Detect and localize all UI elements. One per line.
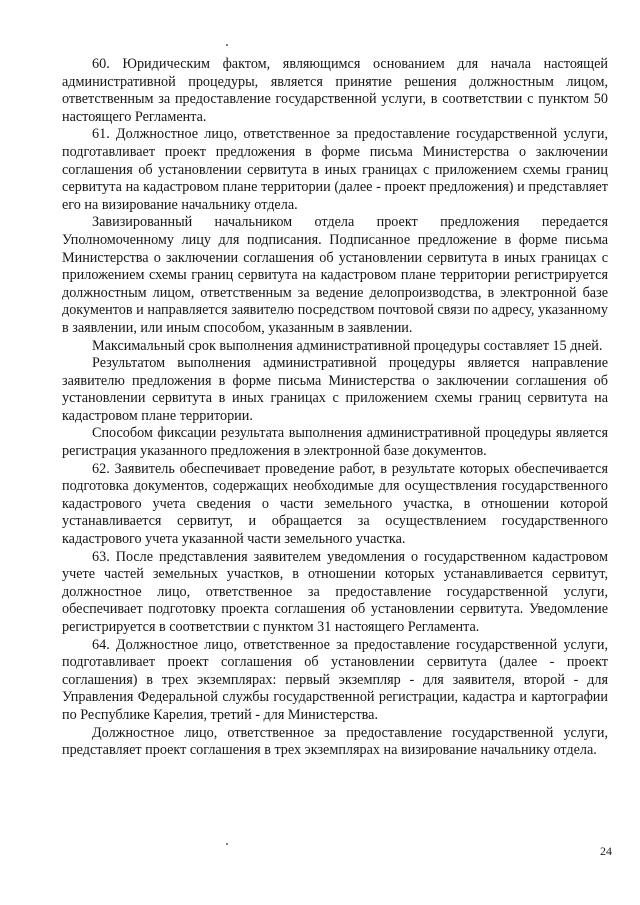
page-number: 24 <box>600 844 612 858</box>
paragraph-60: 60. Юридическим фактом, являющимся основанием для начала настоящей административной процедуры, является принятие решения должностным лицом, ответственным за предоставление государственной услуги, в соответствии с пунктом 50 настоящего Регламента. <box>62 56 608 125</box>
paragraph-61-max-term: Максимальный срок выполнения административной процедуры составляет 15 дней. <box>92 337 603 354</box>
paragraph-64: 64. Должностное лицо, ответственное за предоставление государственной услуги, подготавливает проект соглашения об установлении сервитута (далее - проект соглашения) в трех экземплярах: первый экземпляр - для заявителя, второй - для Управления Федеральной службы государственной регистрации, кадастра и картографии по Республике Карелия, третий - для Министерства. <box>62 636 608 723</box>
paragraph-61-result: Результатом выполнения административной процедуры является направление заявителю предложения в форме письма Министерства о заключении соглашения об установлении сервитута в иных границах с приложением схемы границ сервитута на кадастровом плане территории. <box>62 355 608 424</box>
paragraph-64-approval: Должностное лицо, ответственное за предоставление государственной услуги, представляет проект соглашения в трех экземплярах на визирование начальнику отдела. <box>62 724 608 759</box>
scan-speck <box>226 843 228 845</box>
scan-speck <box>226 44 228 46</box>
paragraph-61: 61. Должностное лицо, ответственное за предоставление государственной услуги, подготавливает проект предложения в форме письма Министерства о заключении соглашения об установлении сервитута в иных границах с приложением схемы границ сервитута на кадастровом плане территории (далее - проект предложения) и представляет его на визирование начальнику отдела. <box>62 126 608 213</box>
paragraph-63: 63. После представления заявителем уведомления о государственном кадастровом учете частей земельных участков, в отношении которых устанавливается сервитут, должностное лицо, ответственное за предоставление государственной услуги, обеспечивает подготовку проекта соглашения об установлении сервитута. Уведомление регистрируется в соответствии с пунктом 31 настоящего Регламента. <box>62 548 608 635</box>
paragraph-62: 62. Заявитель обеспечивает проведение работ, в результате которых обеспечивается подготовка документов, содержащих необходимые для осуществления государственного кадастрового учета сведения о части земельного участка, в отношении которой устанавливается сервитут, и обращается за осуществлением государственного кадастрового учета указанной части земельного участка. <box>62 460 608 548</box>
document-page <box>62 56 608 760</box>
paragraph-61-signing: Завизированный начальником отдела проект предложения передается Уполномоченному лицу для подписания. Подписанное предложение в форме письма Министерства о заключении соглашения об установлении сервитута в иных границах с приложением схемы границ сервитута на кадастровом плане территории регистрируется должностным лицом, ответственным за ведение делопроизводства, в электронной базе документов и направляется заявителю посредством почтовой связи по адресу, указанному в заявлении, или иным способом, указанным в заявлении. <box>62 214 608 336</box>
paragraph-61-fixation: Способом фиксации результата выполнения административной процедуры является регистрация указанного предложения в электронной базе документов. <box>62 425 608 460</box>
